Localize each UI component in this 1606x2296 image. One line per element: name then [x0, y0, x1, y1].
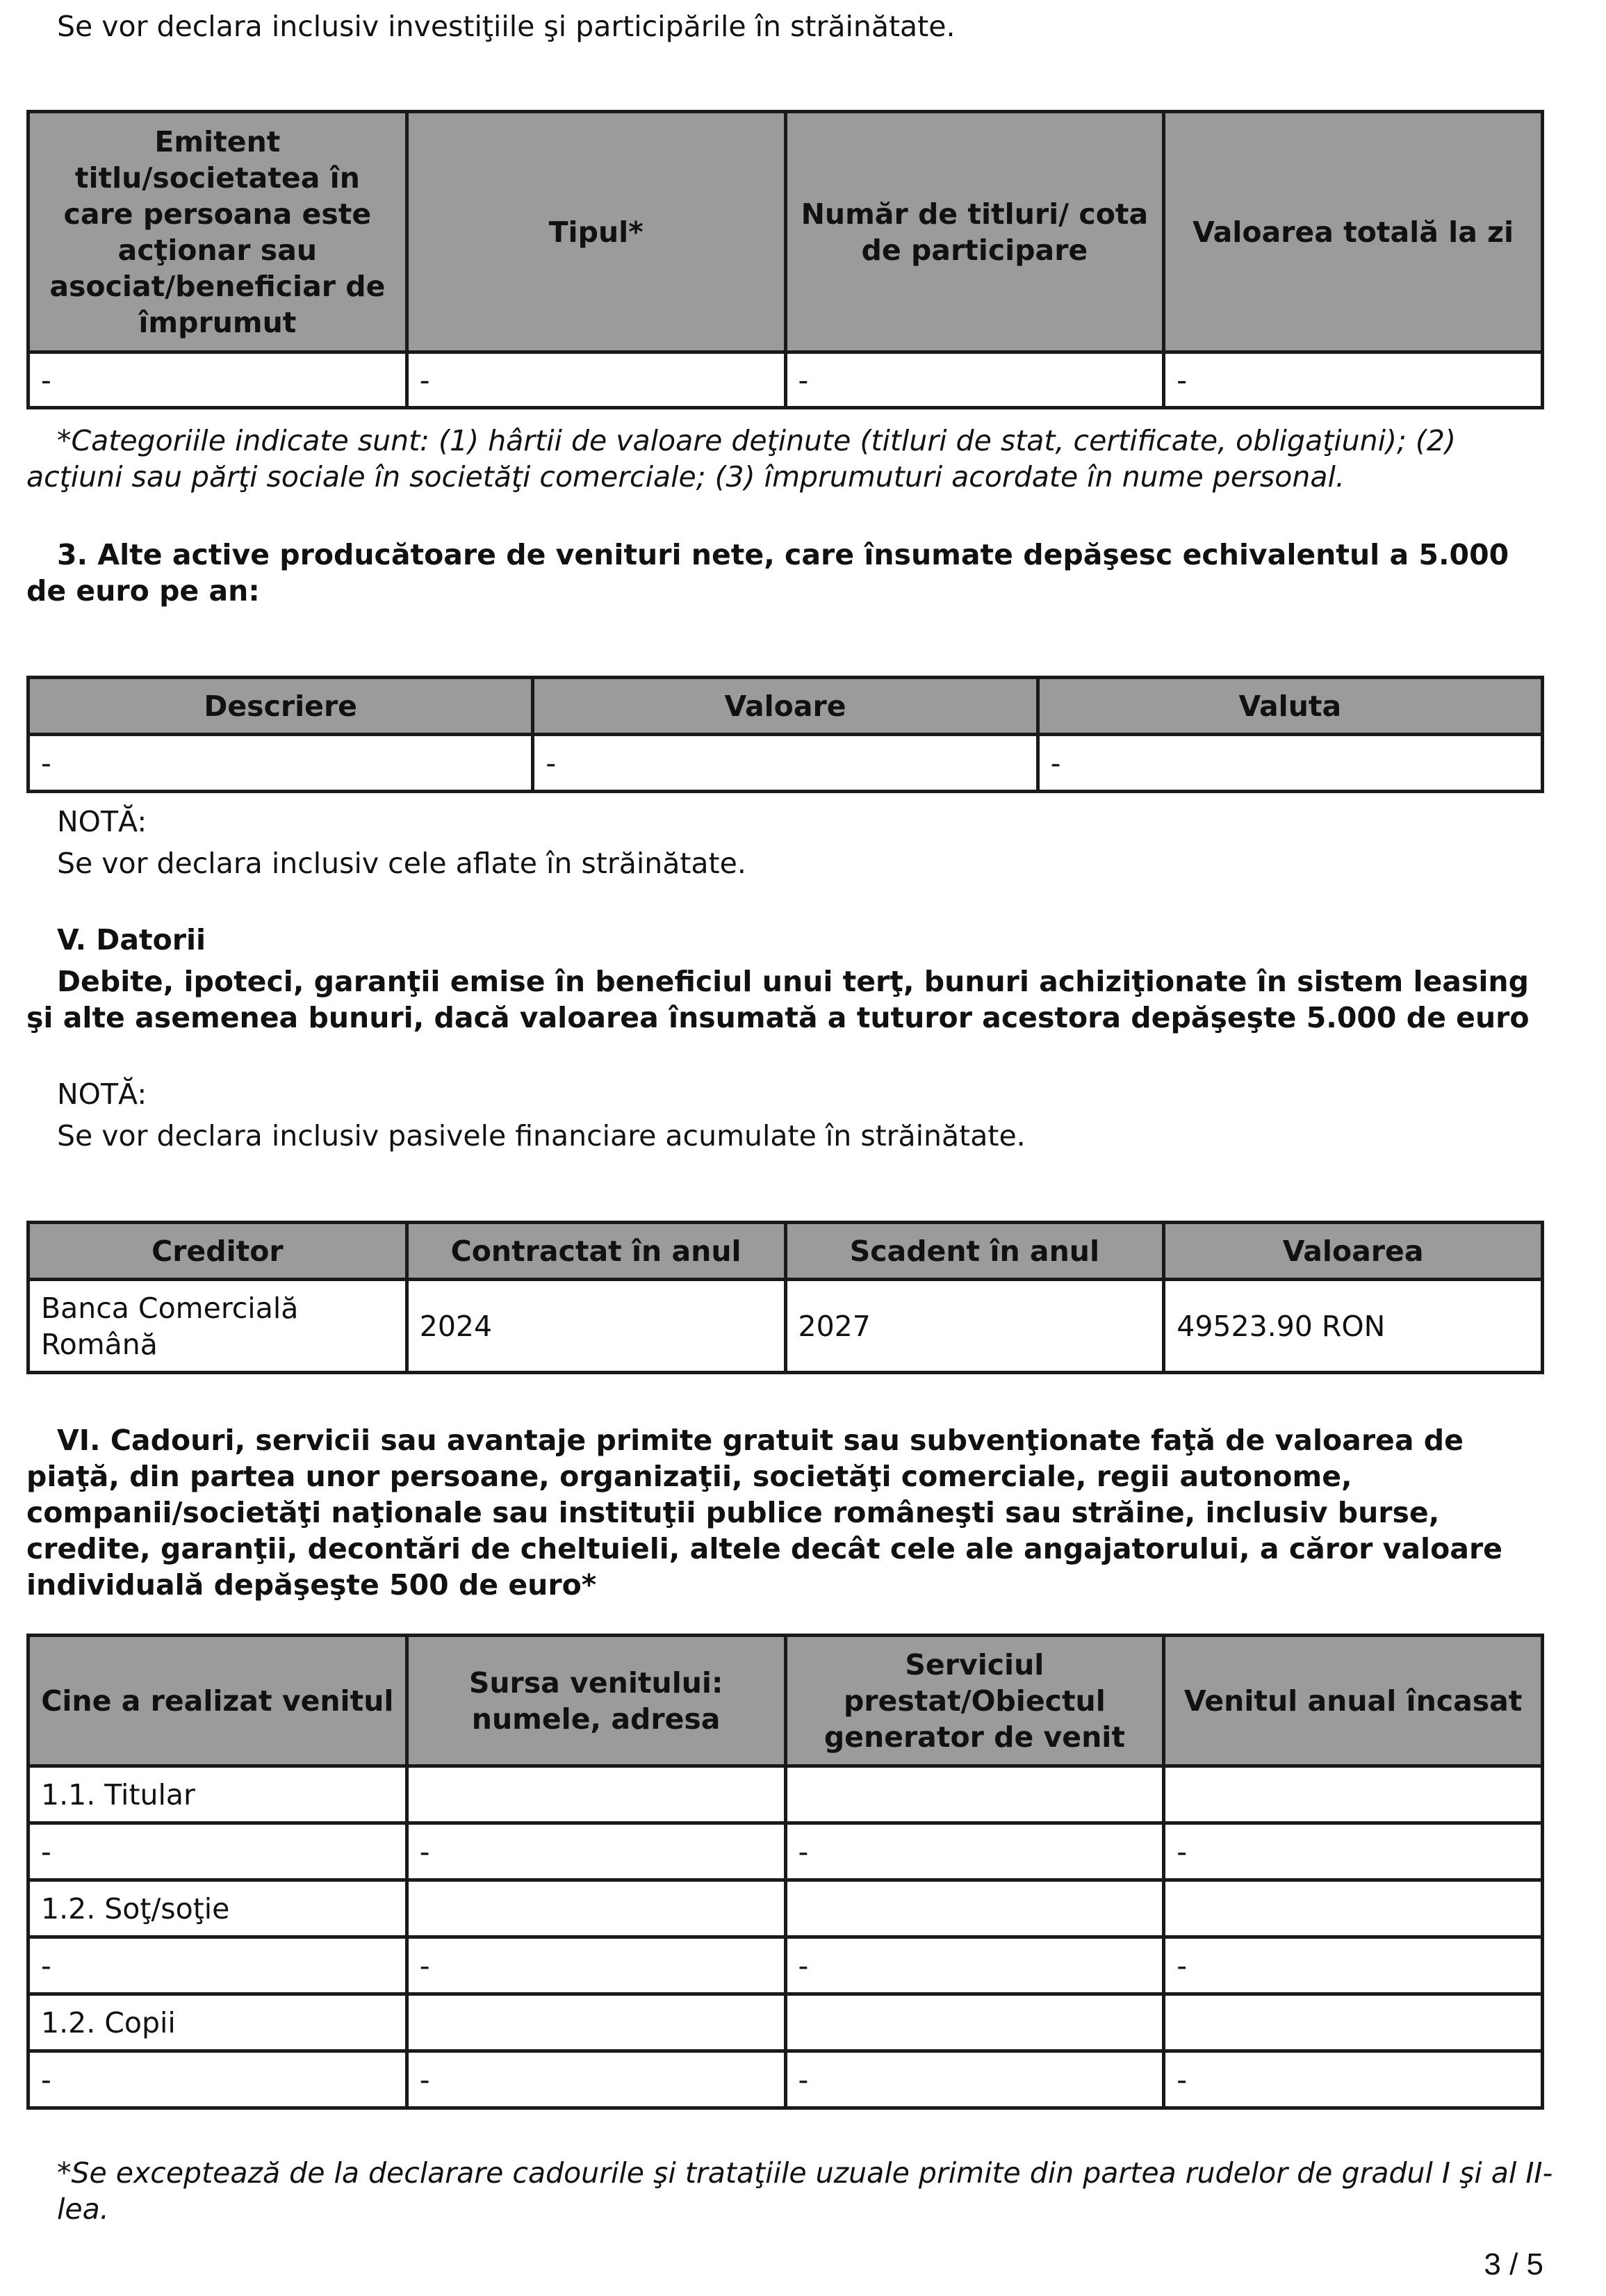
gifts-footnote: *Se exceptează de la declarare cadourile şi trataţiile uzuale primite din partea rudelor de gradul I şi al II-lea. [57, 2156, 1553, 2226]
section-5-description: Debite, ipoteci, garanţii emise în beneficiul unui terţ, bunuri achiziţionate în sistem leasing şi alte asemenea bunuri, dacă valoarea însumată a tuturor acestora depăşeşte 5.000 de euro [26, 965, 1530, 1034]
section-5-title: V. Datorii [57, 923, 206, 956]
cell: - [28, 352, 407, 408]
intro-note: Se vor declara inclusiv investiţiile şi participările în străinătate. [57, 10, 956, 43]
cell [785, 1880, 1164, 1937]
page-number: 3 / 5 [1484, 2247, 1543, 2281]
cell [1164, 1994, 1543, 2051]
cell: - [785, 352, 1164, 408]
cell: 1.1. Titular [28, 1766, 407, 1823]
cell: - [533, 735, 1038, 792]
header-earner: Cine a realizat venitul [28, 1636, 407, 1766]
table-row [28, 1880, 1543, 1937]
header-service-provided: Serviciul prestat/Obiectul generator de venit [785, 1636, 1164, 1766]
cell: - [28, 1937, 407, 1994]
investments-footnote: *Categoriile indicate sunt: (1) hârtii de valoare deţinute (titluri de stat, certificate, obligaţiuni); (2) acţiuni sau părţi sociale în societăţi comerciale; (3) împrumuturi acordate în nume personal. [26, 424, 1456, 494]
header-currency: Valuta [1038, 678, 1542, 735]
cell [785, 1994, 1164, 2051]
header-due-year: Scadent în anul [785, 1223, 1164, 1280]
cell: - [407, 2051, 785, 2108]
header-annual-income: Venitul anual încasat [1164, 1636, 1543, 1766]
header-value: Valoare [533, 678, 1038, 735]
cell: - [407, 1823, 785, 1880]
cell: - [785, 2051, 1164, 2108]
header-issuer: Emitent titlu/societatea în care persoana este acţionar sau asociat/beneficiar de împrumut [28, 112, 407, 352]
header-contracted-year: Contractat în anul [407, 1223, 785, 1280]
cell: - [785, 1823, 1164, 1880]
debts-table [26, 1221, 1544, 1374]
assets-note-label: NOTĂ: [57, 805, 147, 838]
debts-note-label: NOTĂ: [57, 1077, 147, 1111]
cell: - [1164, 1823, 1543, 1880]
cell: - [28, 1823, 407, 1880]
assets-note-text: Se vor declara inclusiv cele aflate în străinătate. [57, 847, 746, 880]
cell: - [28, 2051, 407, 2108]
cell [407, 1880, 785, 1937]
cell: - [785, 1937, 1164, 1994]
due-year-cell: 2027 [785, 1280, 1164, 1373]
gifts-table [26, 1634, 1544, 2110]
assets-table [26, 676, 1544, 793]
debts-note-text: Se vor declara inclusiv pasivele financiare acumulate în străinătate. [57, 1119, 1026, 1153]
cell: - [407, 1937, 785, 1994]
cell [785, 1766, 1164, 1823]
header-amount: Valoarea [1164, 1223, 1543, 1280]
table-row [28, 1994, 1543, 2051]
cell: - [1164, 1937, 1543, 1994]
table-row [28, 1766, 1543, 1823]
table-row [28, 352, 1543, 408]
header-description: Descriere [28, 678, 533, 735]
table-row [28, 2051, 1543, 2108]
cell: - [407, 352, 785, 408]
amount-cell: 49523.90 RON [1164, 1280, 1543, 1373]
header-shares-count: Număr de titluri/ cota de participare [785, 112, 1164, 352]
cell [407, 1994, 785, 2051]
cell: 1.2. Copii [28, 1994, 407, 2051]
contracted-year-cell: 2024 [407, 1280, 785, 1373]
header-total-value: Valoarea totală la zi [1164, 112, 1543, 352]
header-creditor: Creditor [28, 1223, 407, 1280]
cell: 1.2. Soţ/soţie [28, 1880, 407, 1937]
cell: - [1164, 352, 1543, 408]
cell [407, 1766, 785, 1823]
table-row [28, 1280, 1543, 1373]
cell [1164, 1766, 1543, 1823]
cell [1164, 1880, 1543, 1937]
table-row [28, 1823, 1543, 1880]
cell: - [1164, 2051, 1543, 2108]
investments-table [26, 110, 1544, 409]
cell: - [28, 735, 533, 792]
header-type: Tipul* [407, 112, 785, 352]
table-row [28, 1937, 1543, 1994]
section-6-heading: VI. Cadouri, servicii sau avantaje primite gratuit sau subvenţionate faţă de valoarea de piaţă, din partea unor persoane, organizaţii, societăţi comerciale, regii autonome, companii/societăţi naţionale sau instituţii publice româneşti sau străine, inclusiv burse, credite, garanţii, decontări de cheltuieli, altele decât cele ale angajatorului, a căror valoare individuală depăşeşte 500 de euro* [26, 1424, 1502, 1602]
table-row [28, 735, 1543, 792]
cell: - [1038, 735, 1542, 792]
section-3-heading: 3. Alte active producătoare de venituri nete, care însumate depăşesc echivalentul a 5.000 de euro pe an: [26, 538, 1509, 608]
header-income-source: Sursa venitului: numele, adresa [407, 1636, 785, 1766]
creditor-cell: Banca Comercială Română [28, 1280, 407, 1373]
